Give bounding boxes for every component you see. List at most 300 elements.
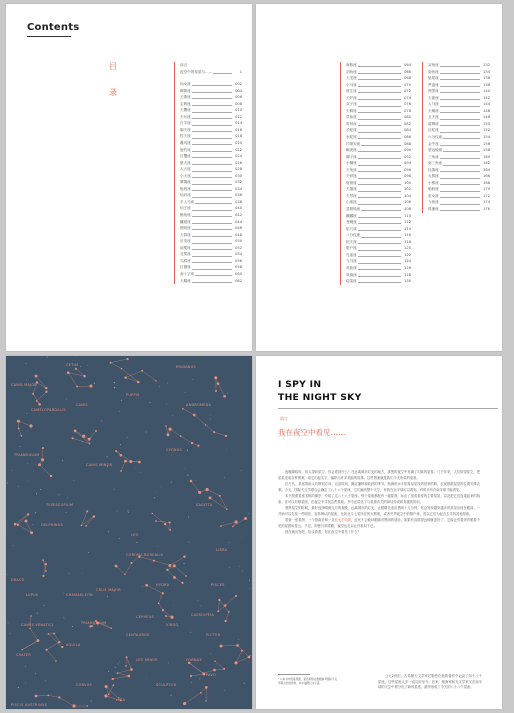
toc-leader [192, 243, 232, 244]
toc-entry-label: 天炉座 [346, 95, 357, 100]
background-star [136, 542, 137, 543]
toc-leader [440, 145, 480, 146]
toc-leader [192, 112, 232, 113]
constellation-star [93, 515, 96, 518]
background-star [67, 497, 68, 498]
constellation-star [112, 685, 114, 687]
toc-entry-label: 蝘蜓座 [180, 219, 191, 224]
constellation-star [205, 686, 208, 689]
toc-entry-label: 鲸鱼座 [180, 213, 191, 218]
toc-entry-label: 小马座 [346, 82, 357, 87]
constellation-label: CANIS MAJOR [11, 383, 38, 387]
toc-entry-label: 圆规座 [180, 226, 191, 231]
constellation-star [38, 403, 41, 406]
constellation-star [206, 488, 209, 491]
background-star [119, 411, 120, 412]
toc-page-number: 058 [235, 265, 242, 270]
toc-leader [358, 256, 401, 257]
constellation-star [32, 393, 34, 395]
toc-page-number: 034 [235, 186, 242, 191]
constellation-star [169, 521, 171, 523]
toc-leader [358, 138, 401, 139]
constellation-star [27, 513, 29, 515]
background-star [187, 450, 188, 451]
background-star [150, 402, 151, 403]
toc-entry-label: 巨蟹座 [180, 154, 191, 159]
constellation-star [85, 525, 87, 527]
constellation-star [169, 428, 172, 431]
toc-leader [358, 171, 401, 172]
toc-leader [358, 151, 401, 152]
constellation-label: AQUILA [66, 643, 81, 647]
background-star [168, 529, 169, 530]
toc-page-number: 044 [235, 219, 242, 224]
toc-leader [440, 204, 480, 205]
constellation-star [169, 529, 171, 531]
constellation-label: CANIS [76, 403, 88, 407]
toc-entry-label: 船底座 [180, 186, 191, 191]
constellation-star [74, 430, 77, 433]
toc-leader [440, 79, 480, 80]
constellation-star [217, 610, 219, 612]
toc-page-number: 168 [483, 180, 490, 185]
toc-leader [358, 119, 401, 120]
constellation-label: CORONA BOREALIS [126, 553, 164, 557]
toc-leader [358, 132, 401, 133]
background-star [39, 414, 40, 415]
toc-entry-label: 南冕座 [180, 245, 191, 250]
constellation-star [203, 672, 205, 674]
toc-page-number: 114 [404, 226, 411, 231]
toc-entry-label: 印第安座 [346, 141, 361, 146]
toc-entry-label: 仙女座 [180, 82, 191, 87]
body-paragraph: 观察星空的时候，最好选择晴朗无月的夜晚，远离城市的灯光。让眼睛先适应黑暗十几分钟，你会发现越来越多的星星出现在眼前。一开始可以先找一些明亮、容易辨认的星座，比如北斗七星所在的大熊座，或者冬季夜空中的猎户座，再以它们为起点去寻找其他星座。 [278, 506, 480, 516]
constellation-star [155, 380, 156, 381]
background-star [63, 593, 64, 594]
toc-leader [440, 197, 480, 198]
toc-leader [358, 204, 401, 205]
background-star [161, 486, 162, 487]
toc-entry-label: 海豚座 [346, 63, 357, 67]
constellation-star [29, 628, 30, 629]
toc-page-number: 118 [404, 239, 411, 244]
toc-leader [440, 125, 480, 126]
background-star [171, 482, 172, 483]
toc-column [340, 62, 411, 285]
constellation-label: SAGITTA [196, 503, 213, 507]
toc-leader [358, 217, 401, 218]
constellation-label: LUPUS [26, 593, 39, 597]
toc-leader [358, 197, 401, 198]
constellation-label: CETUS [66, 363, 79, 367]
toc-entry[interactable] [180, 69, 242, 76]
toc-page-number: 156 [483, 141, 490, 146]
side-note: 公元2世纪，古希腊天文学家托勒密在他的著作中记录了四十八个星座，这些星座大多一直沿用至今。后来，航海家和天文学家又在南半球的天空中划分出了新的星座，最终形成了今天的八十八个星座。 [378, 674, 482, 690]
body-paragraph: 现在就出发吧，抬头看看，你在夜空中看见了什么？ [285, 530, 361, 534]
toc-page-number: 026 [235, 160, 242, 165]
toc-leader [440, 210, 480, 211]
toc-entry-label: 飞鱼座 [428, 200, 439, 205]
toc-page-number: 080 [404, 115, 411, 120]
toc-page-number: 002 [235, 82, 242, 87]
constellation-star [191, 442, 193, 444]
chapter-divider [278, 408, 498, 409]
constellation-label: LYRA [116, 698, 126, 702]
constellation-label: PUPPIS [126, 393, 140, 397]
background-star [8, 623, 9, 624]
constellation-star [165, 425, 166, 426]
constellation-star [126, 656, 128, 658]
toc-leader [192, 151, 232, 152]
toc-entry-label: 蛇夫座 [346, 239, 357, 244]
toc-leader [192, 223, 232, 224]
toc-leader [358, 276, 401, 277]
constellation-star [173, 564, 176, 567]
background-star [242, 537, 243, 538]
toc-entry-label: 半人马座 [180, 199, 195, 204]
toc-leader [213, 73, 232, 74]
toc-leader [192, 144, 232, 145]
constellation-label: TRIANGULUM [81, 621, 107, 625]
toc-entry-label: 摩羯座 [180, 180, 191, 185]
toc-leader [358, 112, 401, 113]
toc-page-number: 122 [404, 252, 411, 257]
toc-entry-label: 山案座 [346, 200, 357, 205]
constellation-star [58, 696, 60, 698]
toc-page-number: 068 [404, 76, 411, 81]
toc-leader [440, 132, 480, 133]
background-star [27, 430, 28, 431]
toc-entry-label: 水蛇座 [346, 135, 357, 140]
constellation-star [89, 443, 91, 445]
toc-page-number: 040 [235, 206, 242, 211]
toc-page-number: 088 [404, 141, 411, 146]
toc-page-number: 010 [235, 108, 242, 113]
background-star [185, 392, 186, 393]
toc-page-number: 076 [404, 102, 411, 107]
toc-entry-label: 仙后座 [180, 193, 191, 198]
toc-leader [192, 85, 232, 86]
constellation-star [21, 649, 22, 650]
toc-column [422, 62, 490, 213]
constellation-star [162, 592, 164, 594]
background-star [239, 566, 240, 567]
background-star [7, 483, 8, 484]
background-star [200, 605, 201, 606]
constellation-star [126, 358, 128, 360]
toc-page-number: 086 [404, 135, 411, 140]
background-star [114, 387, 115, 388]
constellation-label: CEPHEUS [136, 615, 154, 619]
constellation-star [108, 693, 110, 695]
toc-entry-label: 天兔座 [346, 167, 357, 172]
background-star [82, 573, 83, 574]
constellation-star [165, 615, 167, 617]
toc-page-number: 112 [404, 220, 411, 225]
background-star [187, 475, 188, 476]
background-star [61, 493, 62, 494]
constellation-label: CRUX MAJOR [96, 588, 121, 592]
toc-entry-label: 双子座 [346, 102, 357, 107]
background-star [127, 510, 128, 511]
toc-entry[interactable] [346, 278, 411, 285]
constellation-star [83, 375, 86, 378]
background-star [64, 618, 65, 619]
constellation-star [214, 660, 215, 661]
toc-entry-label: 南十字座 [180, 271, 195, 276]
toc-page-number: 174 [483, 200, 490, 205]
toc-entry-label: 乌鸦座 [180, 258, 191, 263]
toc-page-number: 018 [235, 134, 242, 139]
toc-page-number: 062 [235, 278, 242, 283]
constellation-label: LIBRA [216, 548, 228, 552]
toc-entry-label: 猎户座 [346, 246, 357, 251]
toc-page-number: 146 [483, 108, 490, 113]
toc-page-number: 144 [483, 102, 490, 107]
toc-page-number: 084 [404, 128, 411, 133]
contents-page-2 [256, 4, 502, 351]
constellation-star [72, 704, 75, 707]
constellation-star [152, 513, 153, 514]
constellation-star [205, 700, 206, 701]
background-star [27, 463, 28, 464]
background-star [167, 383, 168, 384]
toc-leader [358, 223, 401, 224]
toc-page-number: 008 [235, 101, 242, 106]
toc-page-number: 048 [235, 232, 242, 237]
constellation-star [81, 525, 83, 527]
toc-leader [358, 191, 401, 192]
toc-entry-label: 天燕座 [180, 95, 191, 100]
toc-page-number: 110 [404, 213, 411, 218]
background-star [12, 470, 13, 471]
constellation-star [181, 582, 183, 584]
constellation-star [124, 376, 126, 378]
constellation-star [236, 644, 239, 647]
constellation-star [35, 695, 38, 698]
background-star [159, 386, 160, 387]
toc-leader [192, 216, 232, 217]
toc-leader [440, 112, 480, 113]
background-star [199, 678, 200, 679]
constellation-star [42, 559, 44, 561]
toc-entry-label: 御夫座 [180, 127, 191, 132]
toc-leader [440, 73, 480, 74]
constellation-star [137, 381, 140, 384]
constellation-star [91, 625, 93, 627]
background-star [117, 388, 118, 389]
toc-entry-label: 凤凰座 [346, 272, 357, 277]
toc-leader [440, 99, 480, 100]
toc-entry-label: 室女座 [428, 193, 439, 198]
constellation-star [48, 633, 50, 635]
toc-page-number: 030 [235, 173, 242, 178]
background-star [238, 639, 239, 640]
constellation-star [115, 450, 117, 452]
toc-entry[interactable] [428, 206, 490, 213]
toc-page-number: 052 [235, 245, 242, 250]
constellation-star [89, 384, 92, 387]
toc-entry-label: 波江座 [346, 89, 357, 94]
constellation-star [248, 656, 251, 659]
contents-page [6, 4, 252, 351]
background-star [118, 663, 119, 664]
background-star [128, 512, 129, 513]
constellation-label: CYGNUS [166, 448, 182, 452]
constellation-star [220, 525, 222, 527]
toc-entry-label: 船尾座 [428, 76, 439, 81]
toc-leader [192, 171, 232, 172]
constellation-star [17, 420, 20, 423]
constellation-label: HYDRA [156, 583, 170, 587]
constellation-star [197, 445, 199, 447]
background-star [170, 695, 171, 696]
background-star [146, 678, 147, 679]
background-star [62, 460, 63, 461]
constellation-star [155, 520, 157, 522]
constellation-label: LEO MINOR [136, 658, 158, 662]
toc-page-number: 094 [404, 161, 411, 166]
constellation-star [153, 560, 155, 562]
constellation-label: CANIS MINOR [86, 463, 113, 467]
background-star [127, 437, 128, 438]
background-star [127, 374, 128, 375]
constellation-star [244, 517, 247, 520]
toc-page-number: 102 [404, 187, 411, 192]
body-paragraph: 夜晚降临时，抬头望向星空，你会看到什么？在远离城市灯光的地方，漆黑的夜空中布满了闪烁的星星。几千年来，人们仰望星空，把星星连成各种图案，给它们起名字，编织出许多美丽的故事。这些图案就是我们今天所说的星座。 [278, 470, 480, 480]
toc-page-number: 074 [404, 95, 411, 100]
toc-entry-label: 麒麟座 [346, 213, 357, 218]
toc-page-number: 136 [483, 76, 490, 81]
constellation-star [95, 430, 97, 432]
toc-leader [192, 138, 232, 139]
toc-entry-label: 天琴座 [346, 193, 357, 198]
background-star [120, 444, 121, 445]
constellation-star [162, 609, 164, 611]
background-star [227, 393, 228, 394]
toc-entry-label: 天蝎座 [428, 108, 439, 113]
constellation-star [218, 599, 220, 601]
background-star [189, 582, 190, 583]
constellation-star [145, 584, 148, 587]
toc-entry-label: 牧夫座 [180, 134, 191, 139]
body-paragraph: 本书按照星座名称的顺序，介绍了这八十八个星座。每个星座都配有一幅星图，标出了组成星座的主要星星，以及把它们连接起来的线条。你可以对照星图，在夜空中寻找这些星座。书中还讲述了与星座有关的神话传说和有趣的知识。 [278, 494, 480, 504]
toc-leader [192, 184, 232, 185]
constellation-star [167, 433, 170, 436]
toc-entry-label: 北冕座 [180, 252, 191, 257]
toc-entry-label: 双鱼座 [428, 63, 439, 67]
constellation-star [30, 531, 33, 534]
toc-leader [440, 178, 480, 179]
toc-page-number: 1 [239, 69, 242, 74]
constellation-star [55, 660, 56, 661]
background-star [128, 504, 129, 505]
constellation-star [129, 460, 132, 463]
toc-page-number: 050 [235, 239, 242, 244]
toc-entry-label: 前言 [180, 63, 188, 67]
background-star [10, 633, 11, 634]
toc-entry-label: 天箭座 [428, 95, 439, 100]
background-star [248, 513, 249, 514]
toc-entry-label: 天猫座 [346, 187, 357, 192]
chapter-body [278, 470, 480, 536]
toc-page-number: 130 [404, 279, 411, 284]
background-star [72, 626, 73, 627]
constellation-star [37, 640, 39, 642]
toc-entry-label: 狐狸座 [428, 207, 439, 212]
constellation-star [168, 564, 171, 567]
toc-entry-label: 人马座 [428, 102, 439, 107]
toc-page-number: 042 [235, 213, 242, 218]
toc-entry-label: 雕具座 [180, 141, 191, 146]
toc-page-number: 090 [404, 148, 411, 153]
constellation-star [141, 370, 143, 372]
toc-page-number: 124 [404, 259, 411, 264]
background-star [136, 467, 137, 468]
background-star [142, 586, 143, 587]
constellation-star [213, 669, 216, 672]
chapter-title-zh: 我在夜空中看见…… [278, 428, 346, 437]
constellation-star [124, 460, 127, 463]
toc-page-number: 096 [404, 167, 411, 172]
constellation-star [36, 400, 38, 402]
background-star [249, 588, 250, 589]
toc-leader [192, 177, 232, 178]
background-star [224, 690, 225, 691]
toc-page-number: 162 [483, 161, 490, 166]
toc-page-number: 022 [235, 147, 242, 152]
toc-leader [192, 229, 232, 230]
toc-page-number: 138 [483, 82, 490, 87]
constellation-label: CANES VENATICI [21, 623, 54, 627]
chinese-contents-heading [109, 60, 121, 99]
background-star [101, 420, 102, 421]
toc-leader [192, 157, 232, 158]
background-star [119, 661, 120, 662]
toc-page-number: 108 [404, 207, 411, 212]
toc-page-number: 142 [483, 95, 490, 100]
constellation-star [223, 668, 225, 670]
toc-entry-label: 孔雀座 [346, 252, 357, 257]
toc-page-number: 012 [235, 114, 242, 119]
constellation-star [115, 565, 118, 568]
background-star [191, 682, 192, 683]
constellation-star [53, 633, 55, 635]
toc-page-number: 170 [483, 187, 490, 192]
toc-page-number: 066 [404, 69, 411, 74]
toc-page-number: 140 [483, 89, 490, 94]
toc-entry-label: 时钟座 [346, 121, 357, 126]
toc-page-number: 160 [483, 154, 490, 159]
toc-entry-label: 豺狼座 [346, 180, 357, 185]
toc-leader [192, 236, 232, 237]
toc-leader [358, 79, 401, 80]
background-star [45, 680, 46, 681]
constellation-star [29, 424, 32, 427]
toc-leader [358, 165, 401, 166]
toc-page-number: 046 [235, 226, 242, 231]
constellation-label: CENTAURUS [126, 633, 150, 637]
toc-entry[interactable] [180, 278, 242, 285]
background-star [229, 542, 230, 543]
toc-entry-label: 望远镜座 [428, 148, 443, 153]
toc-page-number: 038 [235, 199, 242, 204]
toc-page-number: 176 [483, 207, 490, 212]
background-star [229, 567, 230, 568]
body-paragraph: 在古代，星座帮助人们辨别方向、记录时间、确定播种和收获的季节。航海的水手依靠星星找到回家的路，农民根据星星的位置安排农事。今天，国际天文学联合会确定了八十八个星座，它们遍布整个天空，有的在北半球可以看到，有的只有在南半球才能看见。 [278, 482, 480, 492]
background-star [157, 546, 158, 547]
background-star [188, 517, 189, 518]
